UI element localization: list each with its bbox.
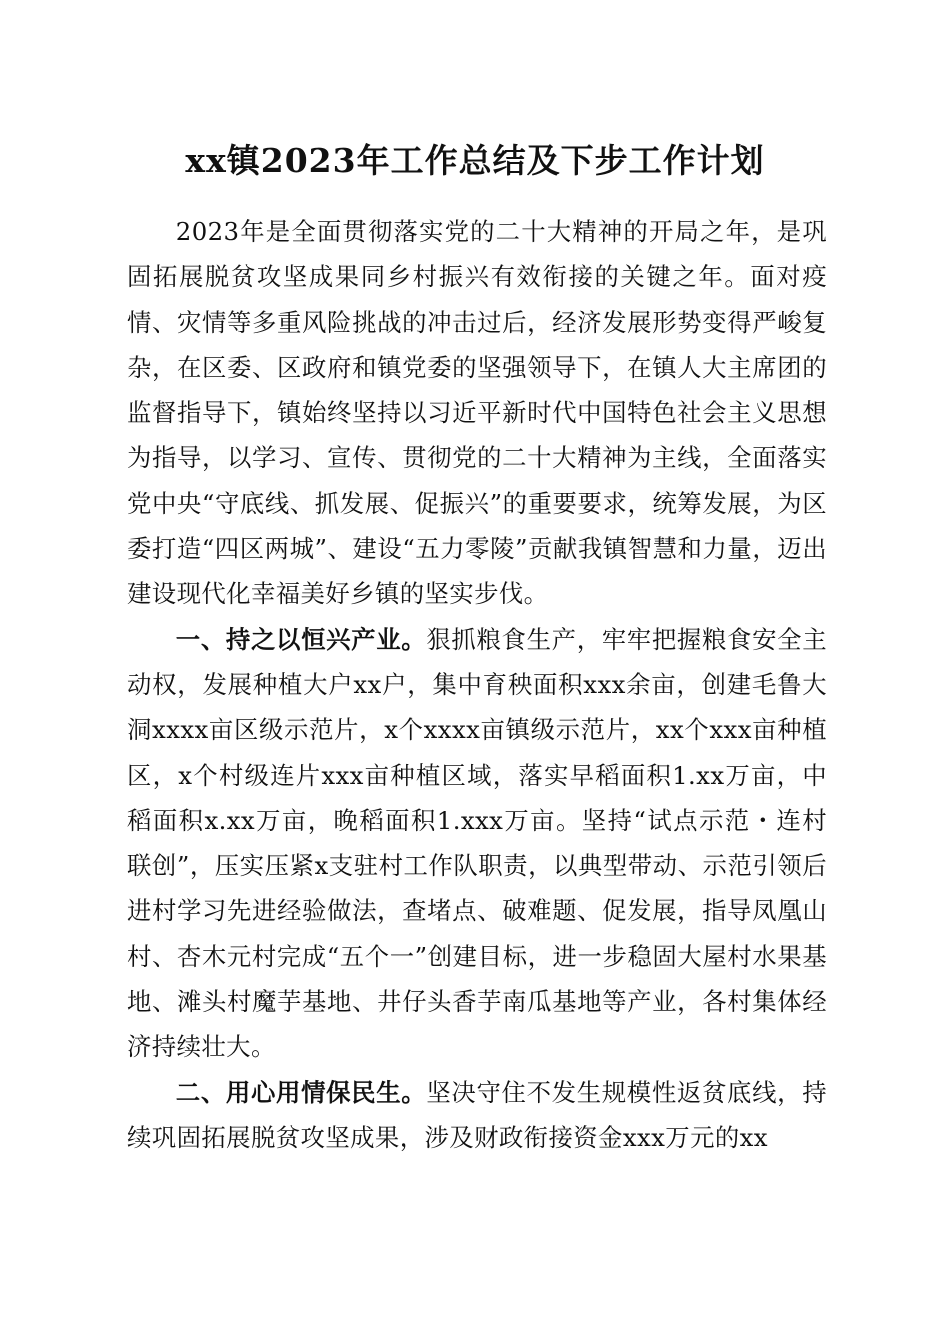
paragraph-livelihood	[127, 1070, 827, 1161]
document-body	[127, 209, 827, 1160]
paragraph-industry	[127, 617, 827, 1070]
document-title: xx镇2023年工作总结及下步工作计划	[185, 141, 765, 180]
paragraph-text: 坚决守住不发生规模性返贫底线，持续巩固拓展脱贫攻坚成果，涉及财政衔接资金xxx万元的xx	[127, 1077, 827, 1152]
paragraph-lead: 一、持之以恒兴产业。	[175, 624, 427, 654]
paragraph-text: 狠抓粮食生产，牢牢把握粮食安全主动权，发展种植大户xx户，集中育秧面积xxx余亩，创建毛鲁大洞xxxx亩区级示范片，x个xxxx亩镇级示范片，xx个xxx亩种植区，x个村级连片xxx亩种植区域，落实早稻面积1.xx万亩，中稻面积x.xx万亩，晚稻面积1.xxx万亩。坚持“试点示范・连村联创”，压实压紧x支驻村工作队职责，以典型带动、示范引领后进村学习先进经验做法，查堵点、破难题、促发展，指导凤凰山村、杏木元村完成“五个一”创建目标，进一步稳固大屋村水果基地、滩头村魔芋基地、井仔头香芋南瓜基地等产业，各村集体经济持续壮大。	[127, 624, 827, 1062]
paragraph-intro	[127, 209, 827, 617]
paragraph-text: 2023年是全面贯彻落实党的二十大精神的开局之年，是巩固拓展脱贫攻坚成果同乡村振兴有效衔接的关键之年。面对疫情、灾情等多重风险挑战的冲击过后，经济发展形势变得严峻复杂，在区委、区政府和镇党委的坚强领导下，在镇人大主席团的监督指导下，镇始终坚持以习近平新时代中国特色社会主义思想为指导，以学习、宣传、贯彻党的二十大精神为主线，全面落实党中央“守底线、抓发展、促振兴”的重要要求，统筹发展，为区委打造“四区两城”、建设“五力零陵”贡献我镇智慧和力量，迈出建设现代化幸福美好乡镇的坚实步伐。	[127, 217, 827, 609]
paragraph-lead: 二、用心用情保民生。	[175, 1077, 427, 1107]
